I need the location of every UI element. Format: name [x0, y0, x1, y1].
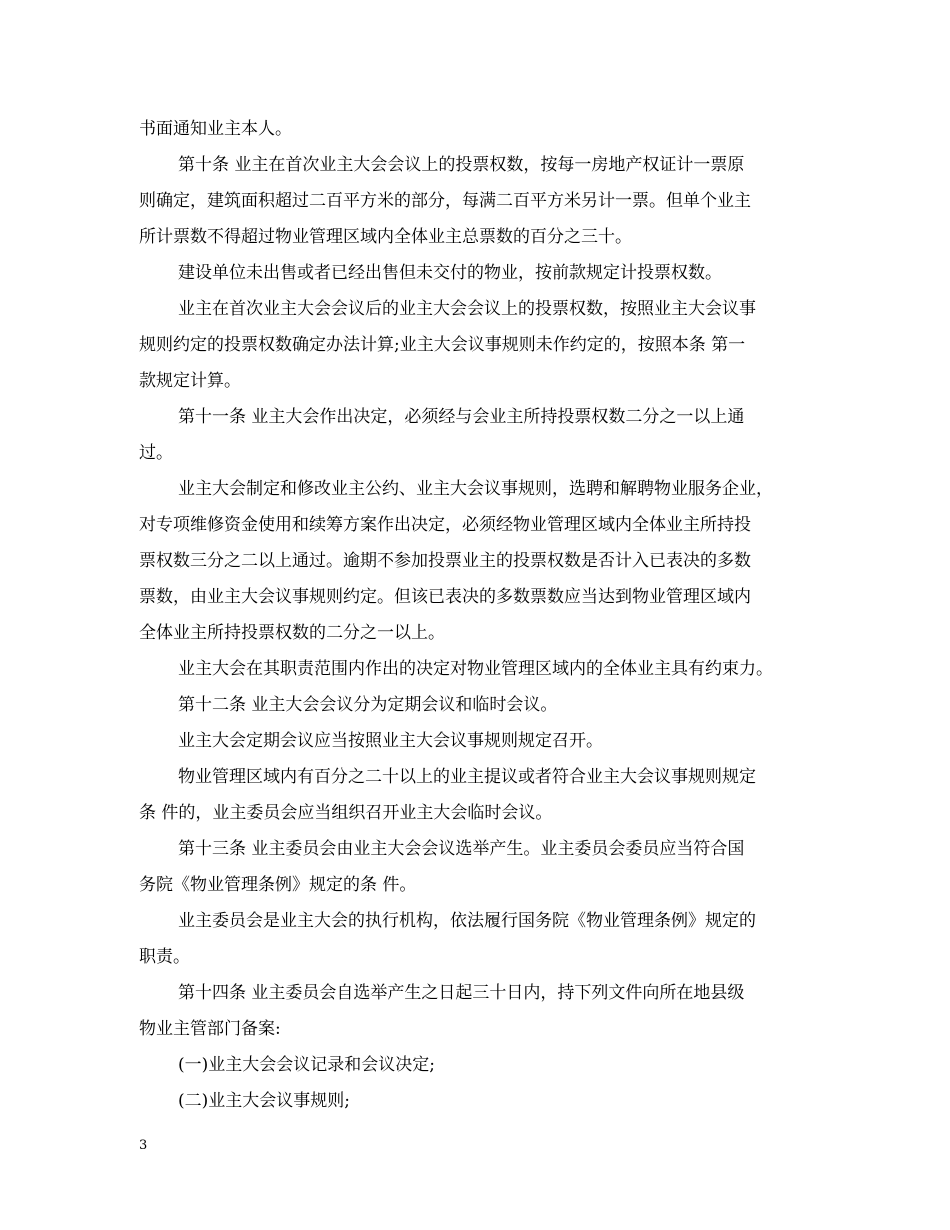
text-line: 所计票数不得超过物业管理区域内全体业主总票数的百分之三十。 [139, 227, 632, 247]
text-line: 业主委员会是业主大会的执行机构，依法履行国务院《物业管理条例》规定的 [178, 911, 756, 931]
list-item: (二)业主大会议事规则; [178, 1091, 350, 1111]
article-12-heading: 第十二条 业主大会会议分为定期会议和临时会议。 [178, 695, 558, 715]
text-line: 业主在首次业主大会会议后的业主大会会议上的投票权数，按照业主大会议事 [178, 299, 756, 319]
text-line: 过。 [139, 443, 173, 463]
text-line: 建设单位未出售或者已经出售但未交付的物业，按前款规定计投票权数。 [178, 263, 722, 283]
text-line: 票权数三分之二以上通过。逾期不参加投票业主的投票权数是否计入已表决的多数 [139, 551, 751, 571]
article-11-heading: 第十一条 业主大会作出决定，必须经与会业主所持投票权数二分之一以上通 [178, 407, 745, 427]
text-line: 条 件的，业主委员会应当组织召开业主大会临时会议。 [139, 803, 553, 823]
text-line: 物业管理区域内有百分之二十以上的业主提议或者符合业主大会议事规则规定 [178, 767, 756, 787]
article-13-heading: 第十三条 业主委员会由业主大会会议选举产生。业主委员会委员应当符合国 [178, 839, 745, 859]
text-line: 务院《物业管理条例》规定的条 件。 [139, 875, 417, 895]
page-number: 3 [139, 1138, 148, 1153]
text-line: 书面通知业主本人。 [139, 119, 292, 139]
text-line: 则确定，建筑面积超过二百平方米的部分，每满二百平方米另计一票。但单个业主 [139, 191, 751, 211]
article-14-heading: 第十四条 业主委员会自选举产生之日起三十日内，持下列文件向所在地县级 [178, 983, 745, 1003]
text-line: 业主大会制定和修改业主公约、业主大会议事规则，选聘和解聘物业服务企业， [178, 479, 773, 499]
text-line: 职责。 [139, 947, 190, 967]
text-line: 全体业主所持投票权数的二分之一以上。 [139, 623, 445, 643]
text-line: 款规定计算。 [139, 371, 241, 391]
text-line: 规则约定的投票权数确定办法计算;业主大会议事规则未作约定的，按照本条 第一 [139, 335, 746, 355]
text-line: 业主大会定期会议应当按照业主大会议事规则规定召开。 [178, 731, 603, 751]
text-line: 业主大会在其职责范围内作出的决定对物业管理区域内的全体业主具有约束力。 [178, 659, 773, 679]
text-line: 物业主管部门备案: [139, 1019, 281, 1039]
text-line: 票数，由业主大会议事规则约定。但该已表决的多数票数应当达到物业管理区域内 [139, 587, 751, 607]
text-line: 对专项维修资金使用和续筹方案作出决定，必须经物业管理区域内全体业主所持投 [139, 515, 751, 535]
list-item: (一)业主大会会议记录和会议决定; [178, 1055, 435, 1075]
article-10-heading: 第十条 业主在首次业主大会会议上的投票权数，按每一房地产权证计一票原 [178, 155, 745, 175]
